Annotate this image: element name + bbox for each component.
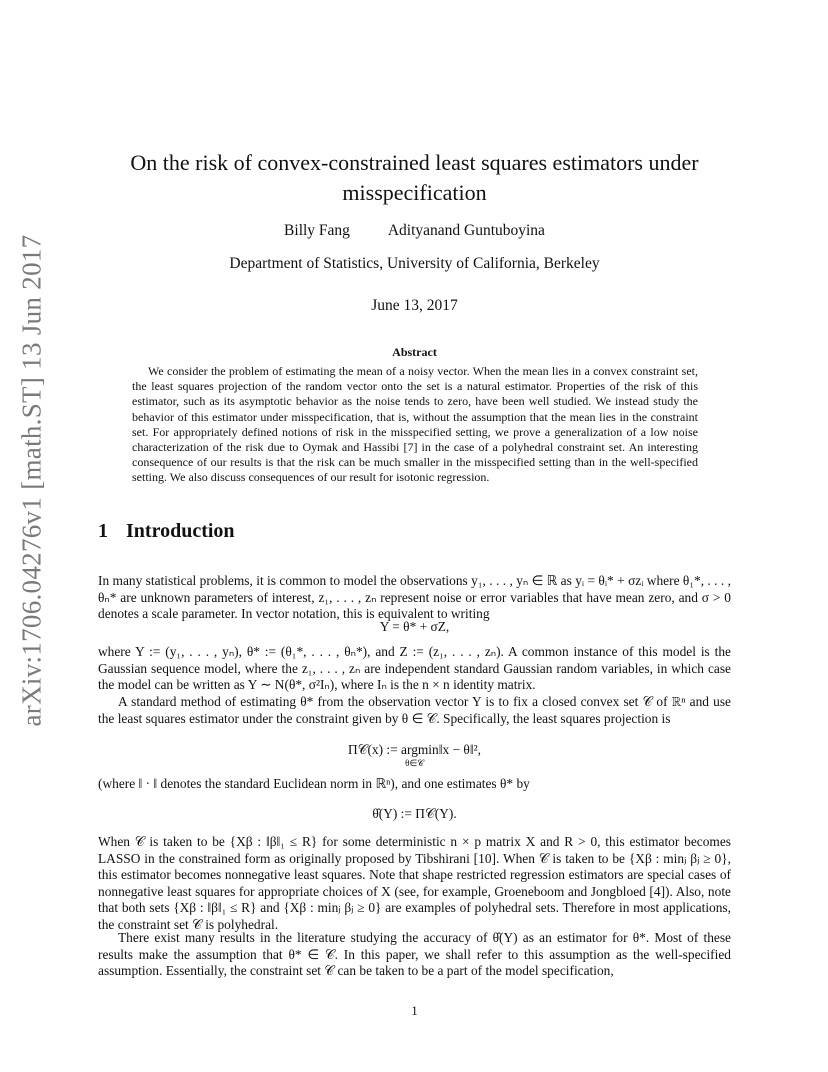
author-name: Billy Fang xyxy=(284,222,350,239)
paragraph: A standard method of estimating θ* from the observation vector Y is to fix a closed convex set 𝒞 of ℝⁿ and use the least squares estimator under the constraint given by θ ∈ 𝒞. Specifically, the least squares projection is xyxy=(98,694,731,726)
arxiv-identifier: arXiv:1706.04276v1 [math.ST] 13 Jun 2017 xyxy=(16,234,47,726)
paragraph: In many statistical problems, it is common to model the observations y₁, . . . , yₙ ∈ ℝ as yᵢ = θᵢ* + σzᵢ where θ₁*, . . . , θₙ* are unknown parameters of interest, z₁, . . . , zₙ represent noise or error variables that have mean zero, and σ > 0 denotes a scale parameter. In vector notation, this is equivalent to writing xyxy=(98,573,731,622)
abstract-text: We consider the problem of estimating the mean of a noisy vector. When the mean lies in a convex constraint set, the least squares projection of the random vector onto the set is a natural estimator. Properties of the risk of this estimator, such as its asymptotic behavior as the noise tends to zero, have been well studied. We instead study the behavior of this estimator under misspecification, that is, without the assumption that the mean lies in the constraint set. For appropriately defined notions of risk in the misspecified setting, we prove a generalization of a low noise characterization of the risk due to Oymak and Hassibi [7] in the case of a polyhedral constraint set. An interesting consequence of our results is that the risk can be much smaller in the misspecified setting than in the well-specified setting. We also discuss consequences of our result for isotonic regression. xyxy=(132,364,698,485)
title-line-1: On the risk of convex-constrained least squares estimators under xyxy=(130,150,699,175)
publication-date: June 13, 2017 xyxy=(371,297,458,314)
paper-title xyxy=(98,148,731,208)
paragraph: There exist many results in the literature studying the accuracy of θ̂(Y) as an estimator for θ*. Most of these results make the assumption that θ* ∈ 𝒞. In this paper, we shall refer to this assumption as the well-specified assumption. Essentially, the constraint set 𝒞 can be taken to be a part of the model specification, xyxy=(98,930,731,979)
page-number: 1 xyxy=(411,1003,418,1018)
equation: θ̂(Y) := Π𝒞(Y). xyxy=(372,806,457,821)
section-heading xyxy=(98,520,235,543)
section-title: Introduction xyxy=(126,520,235,542)
paragraph: (where ‖ · ‖ denotes the standard Euclidean norm in ℝⁿ), and one estimates θ* by xyxy=(98,776,530,791)
title-line-2: misspecification xyxy=(342,180,487,205)
equation-subscript: θ∈𝒞 xyxy=(405,758,424,768)
section-number: 1 xyxy=(98,520,108,542)
author-name: Adityanand Guntuboyina xyxy=(387,222,545,239)
paragraph: where Y := (y₁, . . . , yₙ), θ* := (θ₁*, . . . , θₙ*), and Z := (z₁, . . . , zₙ). A common instance of this model is the Gaussian sequence model, where the z₁, . . . , zₙ are independent standard Gaussian random variables, in which case the model can be written as Y ∼ N(θ*, σ²Iₙ), where Iₙ is the n × n identity matrix. xyxy=(98,644,731,693)
equation: Π𝒞(x) := argmin‖x − θ‖², xyxy=(348,742,481,757)
affiliation: Department of Statistics, University of California, Berkeley xyxy=(229,255,600,272)
equation: Y = θ* + σZ, xyxy=(379,619,450,634)
abstract-heading: Abstract xyxy=(392,345,437,359)
paragraph: When 𝒞 is taken to be {Xβ : ‖β‖₁ ≤ R} for some deterministic n × p matrix X and R > 0, this estimator becomes LASSO in the constrained form as originally proposed by Tibshirani [10]. When 𝒞 is taken to be {Xβ : minⱼ βⱼ ≥ 0}, this estimator becomes nonnegative least squares. Note that shape restricted regression estimators are special cases of nonnegative least squares for appropriate choices of X (see, for example, Groeneboom and Jongbloed [4]). Also, note that both sets {Xβ : ‖β‖₁ ≤ R} and {Xβ : minⱼ βⱼ ≥ 0} are examples of polyhedral sets. Therefore in most applications, the constraint set 𝒞 is polyhedral. xyxy=(98,834,731,932)
arxiv-sidebar xyxy=(12,234,52,726)
author-list xyxy=(98,222,731,240)
